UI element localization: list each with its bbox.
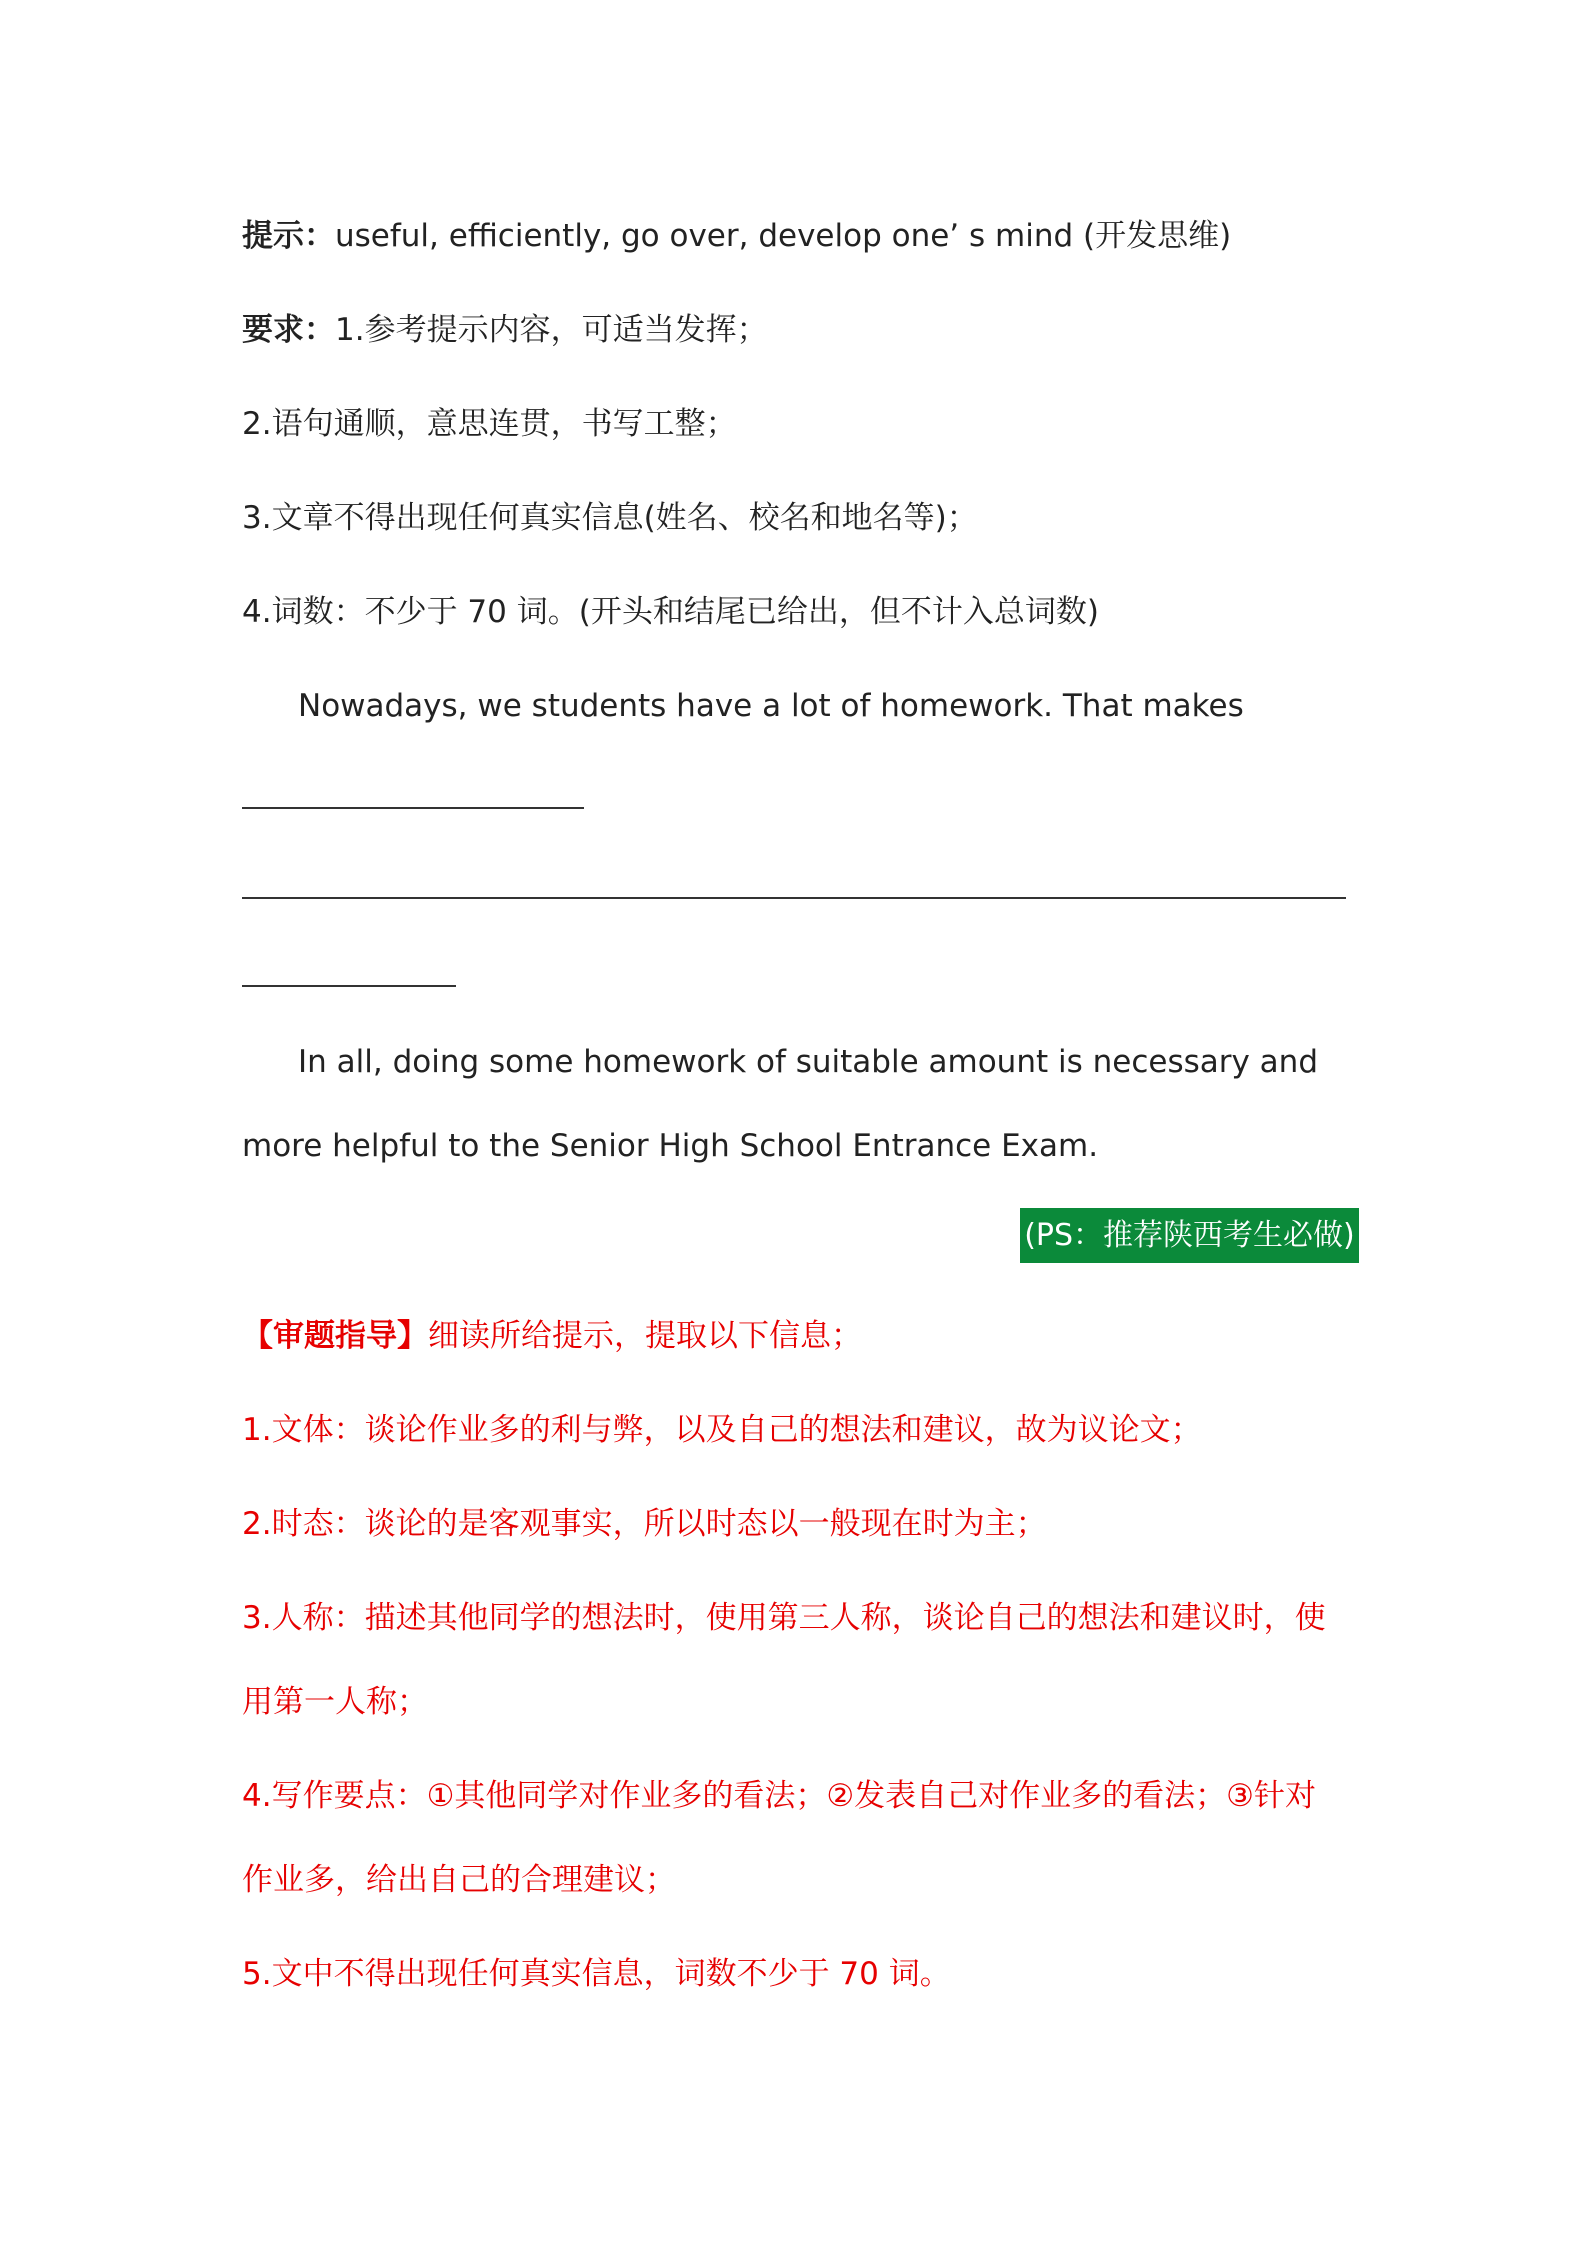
requirements-label: 要求： [242, 312, 335, 348]
guide-item-3-line-1: 3.人称：描述其他同学的想法时，使用第三人称，谈论自己的想法和建议时，使 [242, 1600, 1326, 1636]
essay-closing-line-1: In all, doing some homework of suitable amount is necessary and [298, 1044, 1319, 1080]
essay-opening: Nowadays, we students have a lot of homework. That makes [298, 688, 1244, 724]
guide-intro: 细读所给提示，提取以下信息； [428, 1318, 862, 1354]
requirement-item-4: 4.词数：不少于 70 词。(开头和结尾已给出，但不计入总词数) [242, 594, 1099, 630]
guide-label: 【审题指导】 [242, 1318, 428, 1354]
essay-closing-line-2: more helpful to the Senior High School Entrance Exam. [242, 1128, 1099, 1164]
requirement-item-1: 1.参考提示内容，可适当发挥； [335, 312, 768, 348]
requirements-line-1 [242, 308, 768, 352]
guide-item-1: 1.文体：谈论作业多的利与弊，以及自己的想法和建议，故为议论文； [242, 1412, 1202, 1448]
guide-intro-line [242, 1314, 862, 1358]
writing-blank-line-2 [242, 897, 1346, 899]
guide-item-3-line-2: 用第一人称； [242, 1684, 428, 1720]
guide-item-2: 2.时态：谈论的是客观事实，所以时态以一般现在时为主； [242, 1506, 1047, 1542]
requirement-item-2: 2.语句通顺，意思连贯，书写工整； [242, 406, 737, 442]
guide-item-5: 5.文中不得出现任何真实信息，词数不少于 70 词。 [242, 1956, 951, 1992]
guide-item-4-line-1: 4.写作要点：①其他同学对作业多的看法；②发表自己对作业多的看法；③针对 [242, 1778, 1316, 1814]
hint-text: useful, efficiently, go over, develop one’ s mind (开发思维) [335, 218, 1232, 254]
ps-badge: (PS：推荐陕西考生必做) [1020, 1208, 1359, 1263]
guide-item-4-line-2: 作业多，给出自己的合理建议； [242, 1862, 676, 1898]
hint-label: 提示： [242, 218, 335, 254]
requirement-item-3: 3.文章不得出现任何真实信息(姓名、校名和地名等)； [242, 500, 978, 536]
writing-blank-line-3 [242, 985, 456, 987]
hint-line [242, 214, 1231, 258]
writing-blank-line-1 [242, 807, 584, 809]
